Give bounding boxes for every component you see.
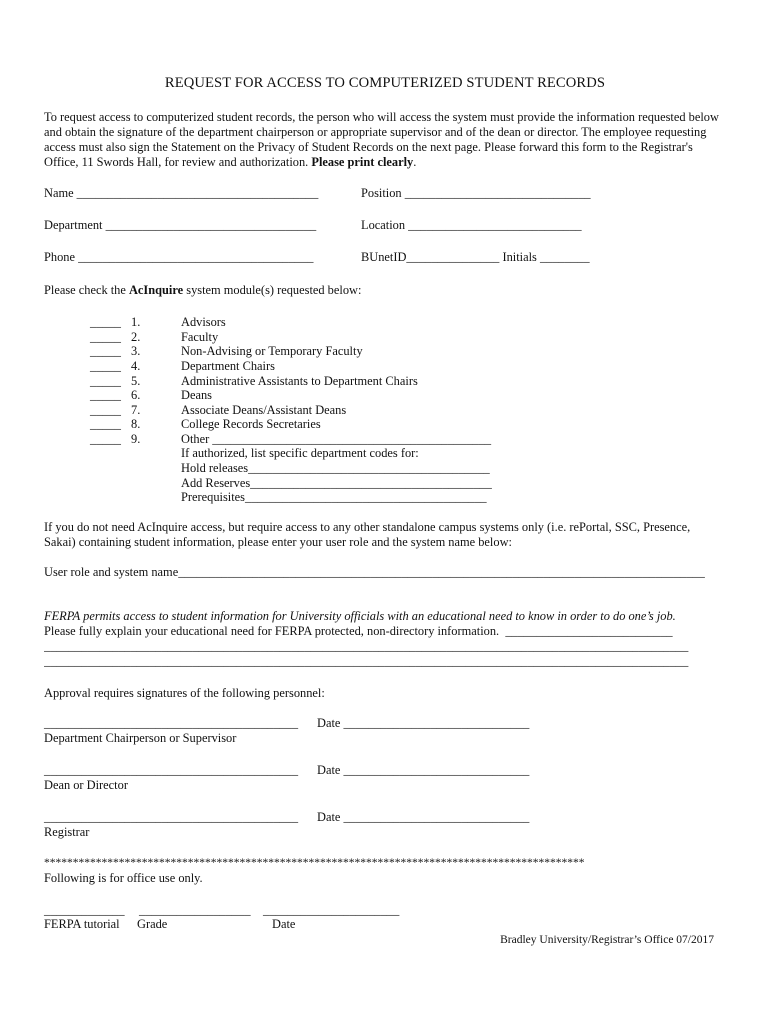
intro-emphasis: Please print clearly bbox=[311, 155, 414, 169]
location-field[interactable]: Location ____________________________ bbox=[361, 218, 582, 232]
ferpa-tutorial-label: FERPA tutorial bbox=[44, 917, 120, 931]
grade-blank[interactable]: __________________ bbox=[139, 903, 251, 917]
name-field[interactable]: Name _______________________________________ bbox=[44, 186, 319, 200]
footer-text: Bradley University/Registrar’s Office 07/2017 bbox=[500, 934, 714, 946]
signature-role: Registrar bbox=[44, 825, 90, 839]
standalone-text-line1: If you do not need AcInquire access, but require access to any other standalone campus systems only (i.e. rePortal, SSC, Presence, bbox=[44, 520, 691, 534]
module-label: Department Chairs bbox=[181, 359, 275, 373]
intro-end: . bbox=[413, 155, 417, 169]
module-checkbox[interactable]: _____ bbox=[90, 330, 121, 344]
user-role-system-field[interactable]: User role and system name_____________________________________________________________________________________ bbox=[44, 565, 705, 579]
module-label: Non-Advising or Temporary Faculty bbox=[181, 344, 363, 358]
modules-intro-system: AcInquire bbox=[128, 283, 184, 297]
module-label: College Records Secretaries bbox=[181, 417, 321, 431]
position-field[interactable]: Position ______________________________ bbox=[361, 186, 591, 200]
phone-field[interactable]: Phone ______________________________________ bbox=[44, 250, 314, 264]
module-checkbox[interactable]: _____ bbox=[90, 432, 121, 446]
module-checkbox[interactable]: _____ bbox=[90, 388, 121, 402]
module-label: Faculty bbox=[181, 330, 219, 344]
module-checkbox[interactable]: _____ bbox=[90, 417, 121, 431]
ferpa-tutorial-blank[interactable]: _____________ bbox=[44, 903, 125, 917]
module-number: 9. bbox=[131, 432, 141, 446]
ferpa-explain-line[interactable]: ________________________________________________________________________________________________________ bbox=[44, 654, 689, 668]
bunetid-initials-field[interactable]: BUnetID_______________ Initials ________ bbox=[361, 250, 590, 264]
module-checkbox[interactable]: _____ bbox=[90, 315, 121, 329]
module-number: 7. bbox=[131, 403, 141, 417]
module-label: Deans bbox=[181, 388, 212, 402]
date-line[interactable]: Date ______________________________ bbox=[317, 810, 530, 824]
department-field[interactable]: Department __________________________________ bbox=[44, 218, 317, 232]
date-line[interactable]: Date ______________________________ bbox=[317, 763, 530, 777]
signature-line[interactable]: _________________________________________ bbox=[44, 763, 299, 777]
module-number: 4. bbox=[131, 359, 141, 373]
module-label: Associate Deans/Assistant Deans bbox=[181, 403, 347, 417]
office-use-heading: Following is for office use only. bbox=[44, 871, 203, 885]
ferpa-explain-field[interactable]: Please fully explain your educational need for FERPA protected, non-directory information. ___________________________ bbox=[44, 624, 673, 638]
ferpa-statement: FERPA permits access to student information for University officials with an educational need to know in order to do one’s job. bbox=[44, 609, 676, 623]
modules-intro-before: Please check the bbox=[44, 283, 129, 297]
prerequisites-field[interactable]: Prerequisites_______________________________________ bbox=[181, 490, 487, 504]
module-label: Administrative Assistants to Department Chairs bbox=[181, 374, 418, 388]
separator-stars: ********************************************************************************************** bbox=[44, 857, 585, 869]
module-number: 3. bbox=[131, 344, 141, 358]
module-checkbox[interactable]: _____ bbox=[90, 374, 121, 388]
ferpa-explain-line[interactable]: ________________________________________________________________________________________________________ bbox=[44, 639, 689, 653]
module-number: 2. bbox=[131, 330, 141, 344]
modules-intro bbox=[44, 283, 361, 298]
module-checkbox[interactable]: _____ bbox=[90, 344, 121, 358]
signature-role: Dean or Director bbox=[44, 778, 128, 792]
module-number: 6. bbox=[131, 388, 141, 402]
hold-releases-field[interactable]: Hold releases_______________________________________ bbox=[181, 461, 490, 475]
modules-intro-after: system module(s) requested below: bbox=[183, 283, 362, 297]
form-title: REQUEST FOR ACCESS TO COMPUTERIZED STUDENT RECORDS bbox=[164, 75, 606, 91]
date-line[interactable]: Date ______________________________ bbox=[317, 716, 530, 730]
authorized-codes-label: If authorized, list specific department codes for: bbox=[181, 446, 419, 460]
module-number: 1. bbox=[131, 315, 141, 329]
intro-text: To request access to computerized student records, the person who will access the system must provide the information requested below and obtain the signature of the department chairperson or appropriate supervisor and of the dean or director. The employee requesting access must also sign the Statement on the Privacy of Student Records on the next page. Please forward this form to the Registrar's Office, 11 Swords Hall, for review and authorization. bbox=[44, 110, 719, 169]
add-reserves-field[interactable]: Add Reserves_______________________________________ bbox=[181, 476, 492, 490]
intro-paragraph bbox=[44, 110, 724, 170]
date-label: Date bbox=[272, 917, 296, 931]
module-number: 5. bbox=[131, 374, 141, 388]
standalone-text-line2: Sakai) containing student information, please enter your user role and the system name below: bbox=[44, 535, 512, 549]
module-checkbox[interactable]: _____ bbox=[90, 359, 121, 373]
date-blank[interactable]: ______________________ bbox=[263, 903, 400, 917]
signature-line[interactable]: _________________________________________ bbox=[44, 810, 299, 824]
signature-role: Department Chairperson or Supervisor bbox=[44, 731, 237, 745]
module-number: 8. bbox=[131, 417, 141, 431]
module-checkbox[interactable]: _____ bbox=[90, 403, 121, 417]
module-label-other[interactable]: Other _____________________________________________ bbox=[181, 432, 492, 446]
signature-line[interactable]: _________________________________________ bbox=[44, 716, 299, 730]
module-label: Advisors bbox=[181, 315, 226, 329]
approval-heading: Approval requires signatures of the following personnel: bbox=[44, 686, 325, 700]
grade-label: Grade bbox=[137, 917, 168, 931]
